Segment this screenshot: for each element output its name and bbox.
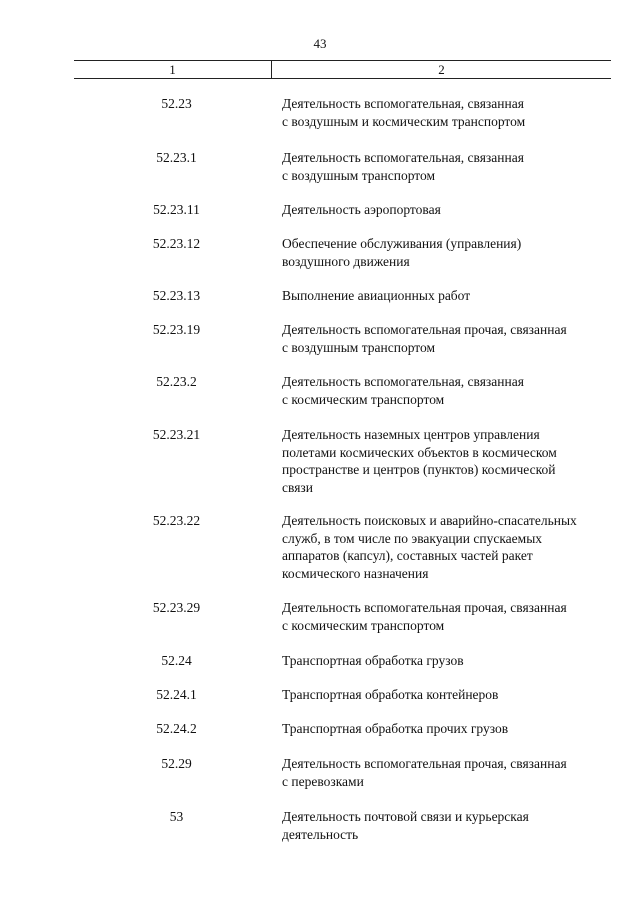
row-description — [282, 599, 622, 634]
row-description — [282, 287, 622, 305]
row-code: 52.23.1 — [156, 150, 197, 165]
description-line: с воздушным транспортом — [282, 339, 436, 355]
description-line: Деятельность почтовой связи и курьерская — [282, 809, 529, 824]
row-description — [282, 426, 622, 496]
row-code: 52.23.21 — [152, 427, 201, 442]
description-line: Деятельность вспомогательная прочая, связанная — [282, 600, 567, 615]
row-code: 52.23.11 — [153, 202, 200, 217]
description-line: с космическим транспортом — [282, 617, 445, 633]
row-code: 52.29 — [161, 756, 192, 771]
row-code: 52.23.19 — [152, 322, 201, 337]
column-header-description: 2 — [438, 62, 445, 77]
description-line: полетами космических объектов в космическом — [282, 444, 557, 460]
row-description — [282, 686, 622, 704]
row-code: 52.23.12 — [152, 236, 201, 251]
description-line: Деятельность поисковых и аварийно-спасательных — [282, 513, 577, 528]
row-code: 52.23.13 — [152, 288, 201, 303]
row-code: 52.23.29 — [152, 600, 201, 615]
row-code: 52.24 — [161, 653, 192, 668]
row-description — [282, 321, 622, 356]
description-line: Выполнение авиационных работ — [282, 288, 471, 303]
description-line: Деятельность вспомогательная, связанная — [282, 374, 524, 389]
description-line: Деятельность вспомогательная прочая, связанная — [282, 756, 567, 771]
row-description — [282, 149, 622, 184]
row-code: 52.24.2 — [156, 721, 197, 736]
description-line: связи — [282, 479, 313, 495]
description-line: с перевозками — [282, 773, 364, 789]
description-line: с воздушным транспортом — [282, 167, 436, 183]
description-line: космического назначения — [282, 565, 429, 581]
description-line: Обеспечение обслуживания (управления) — [282, 236, 522, 251]
description-line: Деятельность вспомогательная, связанная — [282, 96, 524, 111]
column-header-code: 1 — [169, 62, 176, 77]
row-code: 52.23 — [161, 96, 192, 111]
table-header — [74, 60, 611, 79]
row-description — [282, 373, 622, 408]
row-code: 53 — [169, 809, 184, 824]
description-line: Деятельность аэропортовая — [282, 202, 441, 217]
row-description — [282, 201, 622, 219]
page-number: 43 — [313, 36, 327, 51]
description-line: деятельность — [282, 826, 359, 842]
row-description — [282, 95, 622, 130]
row-code: 52.23.22 — [152, 513, 201, 528]
description-line: воздушного движения — [282, 253, 410, 269]
description-line: служб, в том числе по эвакуации спускаемых — [282, 530, 543, 546]
description-line: Транспортная обработка грузов — [282, 653, 464, 668]
description-line: с воздушным и космическим транспортом — [282, 113, 526, 129]
row-description — [282, 808, 622, 843]
row-description — [282, 755, 622, 790]
row-description — [282, 235, 622, 270]
description-line: Транспортная обработка контейнеров — [282, 687, 499, 702]
description-line: пространстве и центров (пунктов) космической — [282, 462, 556, 477]
description-line: Деятельность вспомогательная, связанная — [282, 150, 524, 165]
row-code: 52.23.2 — [156, 374, 197, 389]
row-description — [282, 512, 622, 582]
row-description — [282, 652, 622, 670]
row-description — [282, 720, 622, 738]
description-line: аппаратов (капсул), составных частей ракет — [282, 548, 533, 563]
row-code: 52.24.1 — [156, 687, 197, 702]
description-line: Деятельность наземных центров управления — [282, 427, 540, 442]
description-line: Деятельность вспомогательная прочая, связанная — [282, 322, 567, 337]
description-line: с космическим транспортом — [282, 391, 445, 407]
description-line: Транспортная обработка прочих грузов — [282, 721, 509, 736]
